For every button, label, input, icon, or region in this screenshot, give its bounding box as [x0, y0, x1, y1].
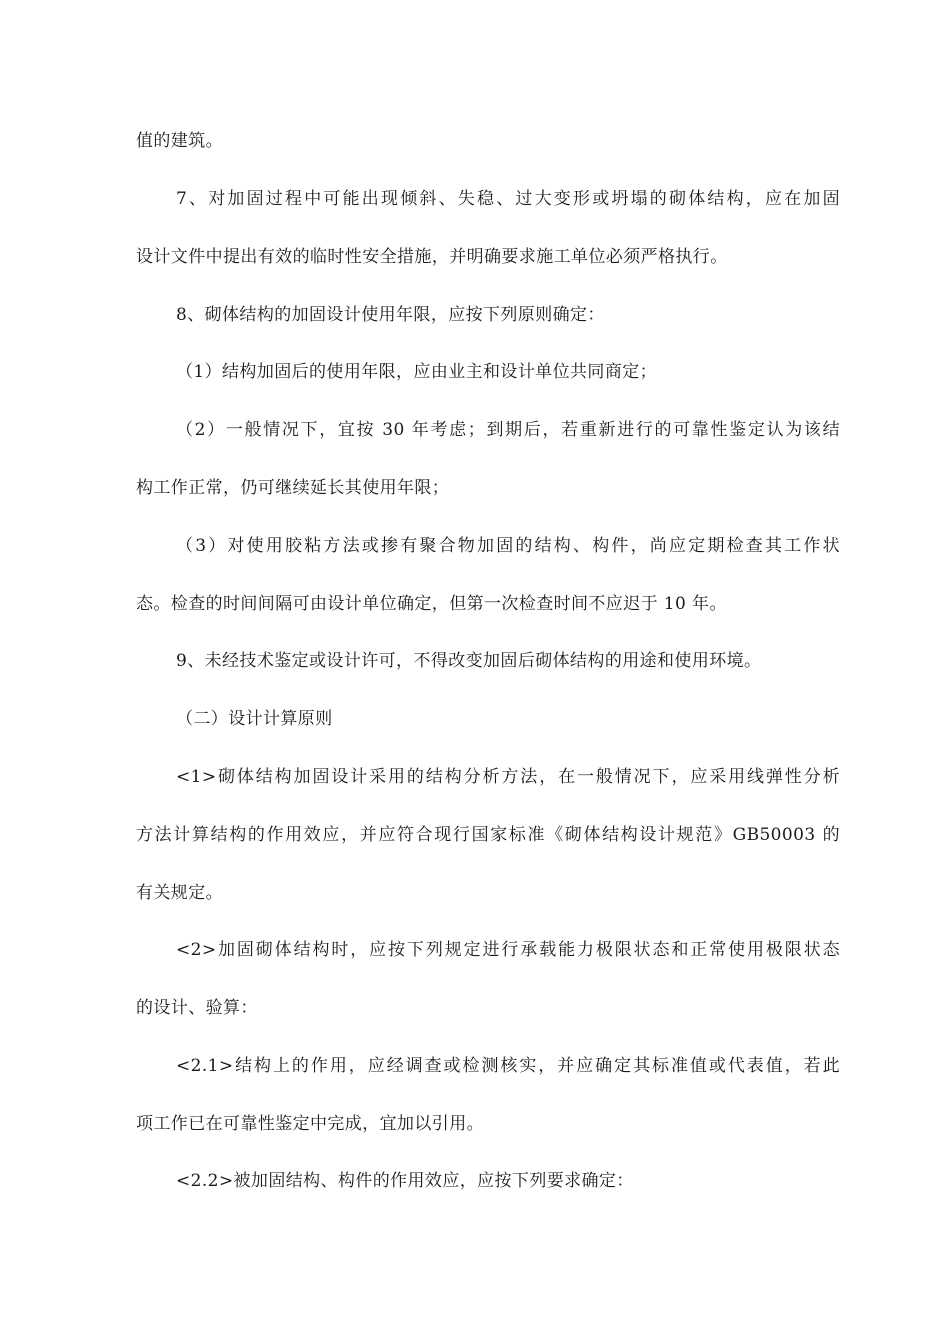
text-line: <2.2>被加固结构、构件的作用效应，应按下列要求确定： [176, 1171, 634, 1191]
text-line: （2）一般情况下，宜按 30 年考虑；到期后，若重新进行的可靠性鉴定认为该结 [176, 420, 840, 440]
text-line: 值的建筑。 [136, 131, 223, 151]
text-line: <2>加固砌体结构时，应按下列规定进行承载能力极限状态和正常使用极限状态 [176, 940, 840, 960]
text-line: （3）对使用胶粘方法或掺有聚合物加固的结构、构件，尚应定期检查其工作状 [176, 536, 840, 556]
text-line: 的设计、验算： [136, 998, 258, 1018]
text-line: <1>砌体结构加固设计采用的结构分析方法，在一般情况下，应采用线弹性分析 [176, 767, 840, 787]
text-line: 设计文件中提出有效的临时性安全措施，并明确要求施工单位必须严格执行。 [136, 247, 728, 267]
text-line: 有关规定。 [136, 883, 223, 903]
section-heading: （二）设计计算原则 [176, 709, 333, 729]
text-line: 项工作已在可靠性鉴定中完成，宜加以引用。 [136, 1114, 484, 1134]
text-line: 方法计算结构的作用效应，并应符合现行国家标准《砌体结构设计规范》GB50003 的 [136, 825, 840, 845]
text-line: 构工作正常，仍可继续延长其使用年限； [136, 478, 450, 498]
text-line: 7、对加固过程中可能出现倾斜、失稳、过大变形或坍塌的砌体结构，应在加固 [176, 189, 840, 209]
text-line: （1）结构加固后的使用年限，应由业主和设计单位共同商定； [176, 362, 658, 382]
text-line: 9、未经技术鉴定或设计许可，不得改变加固后砌体结构的用途和使用环境。 [176, 651, 762, 671]
text-line: <2.1>结构上的作用，应经调查或检测核实，并应确定其标准值或代表值，若此 [176, 1056, 840, 1076]
text-line: 8、砌体结构的加固设计使用年限，应按下列原则确定： [176, 305, 605, 325]
text-line: 态。检查的时间间隔可由设计单位确定，但第一次检查时间不应迟于 10 年。 [136, 594, 727, 614]
